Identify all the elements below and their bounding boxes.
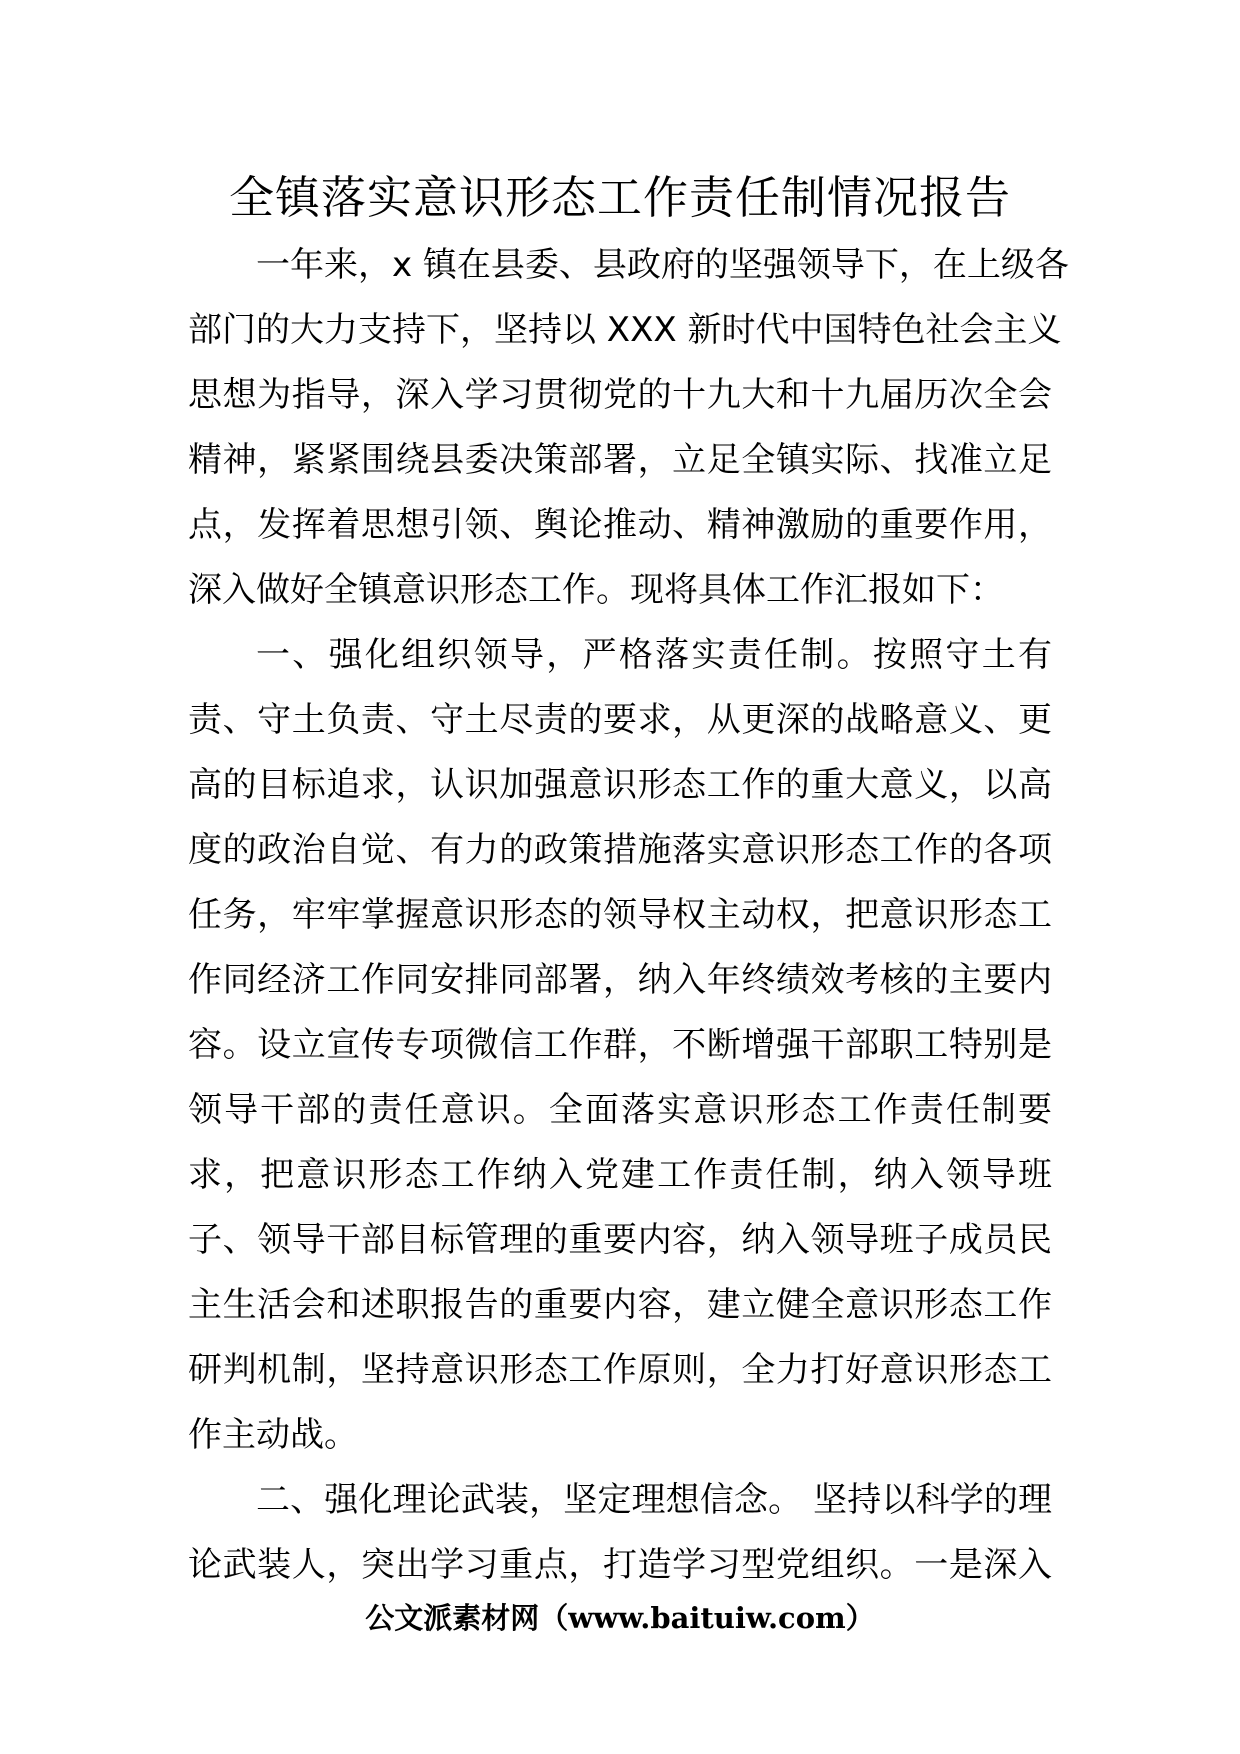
section-heading-line: 一、强化组织领导，严格落实责任制。按照守土有 — [256, 635, 1052, 675]
body-line: 一年来，x 镇在县委、县政府的坚强领导下，在上级各 — [256, 245, 1069, 285]
body-line: 度的政治自觉、有力的政策措施落实意识形态工作的各项 — [188, 830, 1052, 870]
body-line: 深入做好全镇意识形态工作。现将具体工作汇报如下： — [188, 570, 1004, 610]
body-line: 主生活会和述职报告的重要内容，建立健全意识形态工作 — [188, 1285, 1052, 1325]
body-line: 部门的大力支持下，坚持以 XXX 新时代中国特色社会主义 — [188, 310, 1062, 350]
body-line: 任务，牢牢掌握意识形态的领导权主动权，把意识形态工 — [188, 895, 1052, 935]
footer-watermark: 公文派素材网（www.baituiw.com） — [365, 1601, 875, 1635]
body-line: 研判机制，坚持意识形态工作原则，全力打好意识形态工 — [188, 1350, 1052, 1390]
body-line: 责、守土负责、守土尽责的要求，从更深的战略意义、更 — [188, 700, 1052, 740]
body-line: 点，发挥着思想引领、舆论推动、精神激励的重要作用， — [188, 505, 1052, 545]
body-line: 作同经济工作同安排同部署，纳入年终绩效考核的主要内 — [188, 960, 1052, 1000]
document-title: 全镇落实意识形态工作责任制情况报告 — [228, 171, 1011, 224]
body-line: 高的目标追求，认识加强意识形态工作的重大意义，以高 — [188, 765, 1052, 805]
body-line: 领导干部的责任意识。全面落实意识形态工作责任制要 — [188, 1090, 1052, 1130]
body-line: 子、领导干部目标管理的重要内容，纳入领导班子成员民 — [188, 1220, 1052, 1260]
section-heading-line: 二、强化理论武装，坚定理想信念。 坚持以科学的理 — [256, 1480, 1052, 1520]
body-line: 思想为指导，深入学习贯彻党的十九大和十九届历次全会 — [188, 375, 1052, 415]
body-line: 求，把意识形态工作纳入党建工作责任制，纳入领导班 — [188, 1155, 1052, 1195]
body-line: 容。设立宣传专项微信工作群，不断增强干部职工特别是 — [188, 1025, 1052, 1065]
body-line: 论武装人，突出学习重点，打造学习型党组织。一是深入 — [188, 1545, 1052, 1585]
document-body — [188, 233, 1069, 1598]
body-line: 精神，紧紧围绕县委决策部署，立足全镇实际、找准立足 — [188, 440, 1052, 480]
body-line: 作主动战。 — [188, 1415, 358, 1455]
